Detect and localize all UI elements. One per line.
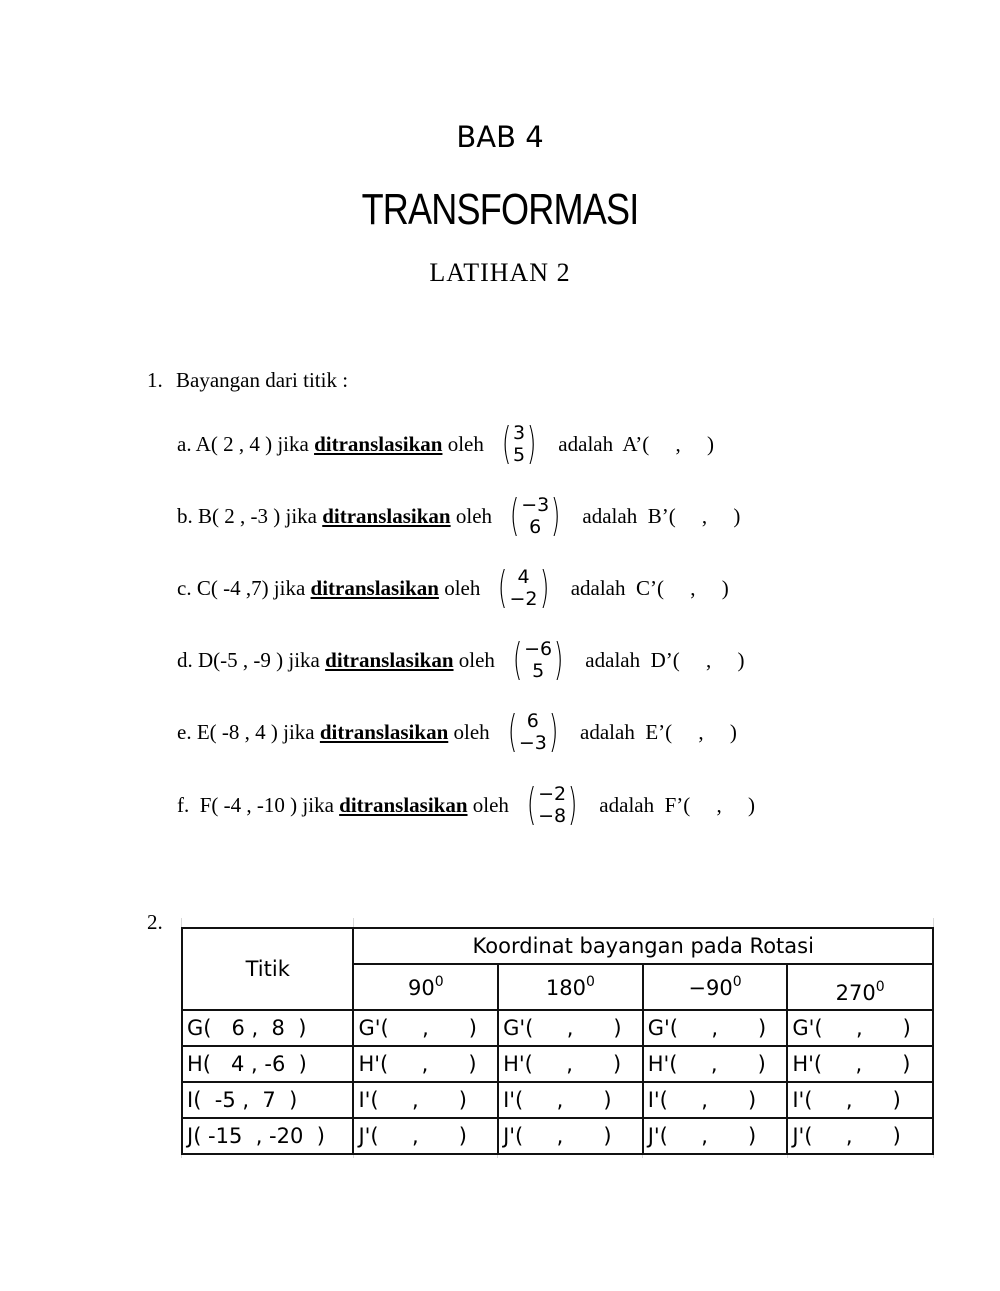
table-row — [182, 1046, 933, 1082]
answer-cell[interactable]: J'( , ) — [643, 1118, 788, 1154]
question-1-item-b — [177, 490, 741, 541]
item-answer-blank[interactable]: adalah B’( , ) — [582, 503, 741, 528]
answer-cell[interactable]: G'( , ) — [498, 1010, 643, 1046]
vector-top: −2 — [538, 783, 567, 805]
rotation-table — [181, 927, 934, 1155]
vector-top: 4 — [517, 566, 530, 588]
header-titik: Titik — [182, 928, 353, 1010]
angle-base: 180 — [545, 976, 586, 1000]
question-1-item-f — [177, 779, 756, 830]
item-keyword: ditranslasikan — [325, 647, 454, 672]
angle-base: −90 — [688, 976, 733, 1000]
angle-base: 270 — [835, 981, 876, 1005]
header-angle-270 — [787, 964, 933, 1010]
item-oleh: oleh — [453, 647, 495, 672]
item-keyword: ditranslasikan — [314, 431, 443, 456]
answer-cell[interactable]: G'( , ) — [643, 1010, 788, 1046]
answer-cell[interactable]: G'( , ) — [353, 1010, 498, 1046]
question-1-item-a — [177, 418, 715, 469]
item-oleh: oleh — [467, 792, 509, 817]
translation-vector: ( 4 −2 ) — [498, 562, 549, 613]
table-row — [182, 1010, 933, 1046]
question-1-item-e — [177, 706, 737, 757]
angle-exponent: 0 — [732, 974, 742, 990]
question-2-number: 2. — [147, 910, 163, 934]
vector-bottom: 5 — [532, 660, 545, 682]
answer-cell[interactable]: J'( , ) — [498, 1118, 643, 1154]
item-prefix: d. D(-5 , -9 ) jika — [177, 647, 326, 672]
answer-cell[interactable]: J'( , ) — [353, 1118, 498, 1154]
vector-bottom: −3 — [518, 732, 547, 754]
page-title: TRANSFORMASI — [361, 185, 639, 234]
exercise-subtitle: LATIHAN 2 — [429, 258, 571, 287]
angle-exponent: 0 — [434, 974, 444, 990]
point-cell: I( -5 , 7 ) — [182, 1082, 353, 1118]
item-oleh: oleh — [438, 575, 481, 600]
item-keyword: ditranslasikan — [322, 503, 451, 528]
item-keyword: ditranslasikan — [319, 719, 449, 744]
question-1-number: 1. — [147, 368, 163, 392]
answer-cell[interactable]: J'( , ) — [787, 1118, 933, 1154]
answer-cell[interactable]: I'( , ) — [353, 1082, 498, 1118]
item-prefix: e. E( -8 , 4 ) jika — [177, 719, 320, 744]
point-cell: J( -15 , -20 ) — [182, 1118, 353, 1154]
header-angle-90 — [353, 964, 498, 1010]
question-1-prompt — [147, 368, 348, 393]
answer-cell[interactable]: H'( , ) — [498, 1046, 643, 1082]
item-prefix: c. C( -4 ,7) jika — [177, 575, 311, 600]
table-row — [182, 1082, 933, 1118]
translation-vector: ( 6 −3 ) — [507, 706, 559, 757]
angle-base: 90 — [407, 976, 435, 1000]
point-cell: H( 4 , -6 ) — [182, 1046, 353, 1082]
vector-bottom: 6 — [529, 516, 542, 538]
answer-cell[interactable]: H'( , ) — [353, 1046, 498, 1082]
item-answer-blank[interactable]: adalah D’( , ) — [585, 647, 745, 672]
angle-exponent: 0 — [875, 979, 885, 995]
item-oleh: oleh — [442, 431, 484, 456]
question-1-text: Bayangan dari titik : — [176, 368, 349, 392]
answer-cell[interactable]: I'( , ) — [643, 1082, 788, 1118]
header-angle-neg90 — [643, 964, 788, 1010]
item-prefix: b. B( 2 , -3 ) jika — [177, 503, 323, 528]
question-1-item-d — [177, 634, 745, 685]
translation-vector: ( −3 6 ) — [509, 490, 561, 541]
item-oleh: oleh — [448, 719, 490, 744]
answer-cell[interactable]: G'( , ) — [787, 1010, 933, 1046]
header-rotation-group: Koordinat bayangan pada Rotasi — [353, 928, 933, 964]
item-answer-blank[interactable]: adalah E’( , ) — [580, 719, 737, 744]
vector-top: 3 — [513, 422, 526, 444]
translation-vector: ( 3 5 ) — [501, 418, 537, 469]
answer-cell[interactable]: I'( , ) — [787, 1082, 933, 1118]
item-keyword: ditranslasikan — [339, 792, 468, 817]
item-prefix: f. F( -4 , -10 ) jika — [177, 792, 340, 817]
vector-bottom: −8 — [538, 805, 567, 827]
header-angle-180 — [498, 964, 643, 1010]
item-oleh: oleh — [450, 503, 493, 528]
answer-cell[interactable]: I'( , ) — [498, 1082, 643, 1118]
item-prefix: a. A( 2 , 4 ) jika — [177, 431, 315, 456]
table-row — [182, 1118, 933, 1154]
item-answer-blank[interactable]: adalah F’( , ) — [599, 792, 756, 817]
answer-cell[interactable]: H'( , ) — [787, 1046, 933, 1082]
translation-vector: ( −6 5 ) — [512, 634, 564, 685]
vector-top: 6 — [526, 710, 539, 732]
vector-top: −6 — [524, 638, 553, 660]
angle-exponent: 0 — [585, 974, 595, 990]
answer-cell[interactable]: H'( , ) — [643, 1046, 788, 1082]
translation-vector: ( −2 −8 ) — [526, 779, 578, 830]
chapter-heading: BAB 4 — [456, 120, 544, 154]
vector-top: −3 — [521, 494, 550, 516]
vector-bottom: −2 — [509, 588, 538, 610]
item-keyword: ditranslasikan — [310, 575, 439, 600]
point-cell: G( 6 , 8 ) — [182, 1010, 353, 1046]
vector-bottom: 5 — [513, 444, 526, 466]
item-answer-blank[interactable]: adalah C’( , ) — [570, 575, 729, 600]
item-answer-blank[interactable]: adalah A’( , ) — [558, 431, 715, 456]
question-1-item-c — [177, 562, 729, 613]
